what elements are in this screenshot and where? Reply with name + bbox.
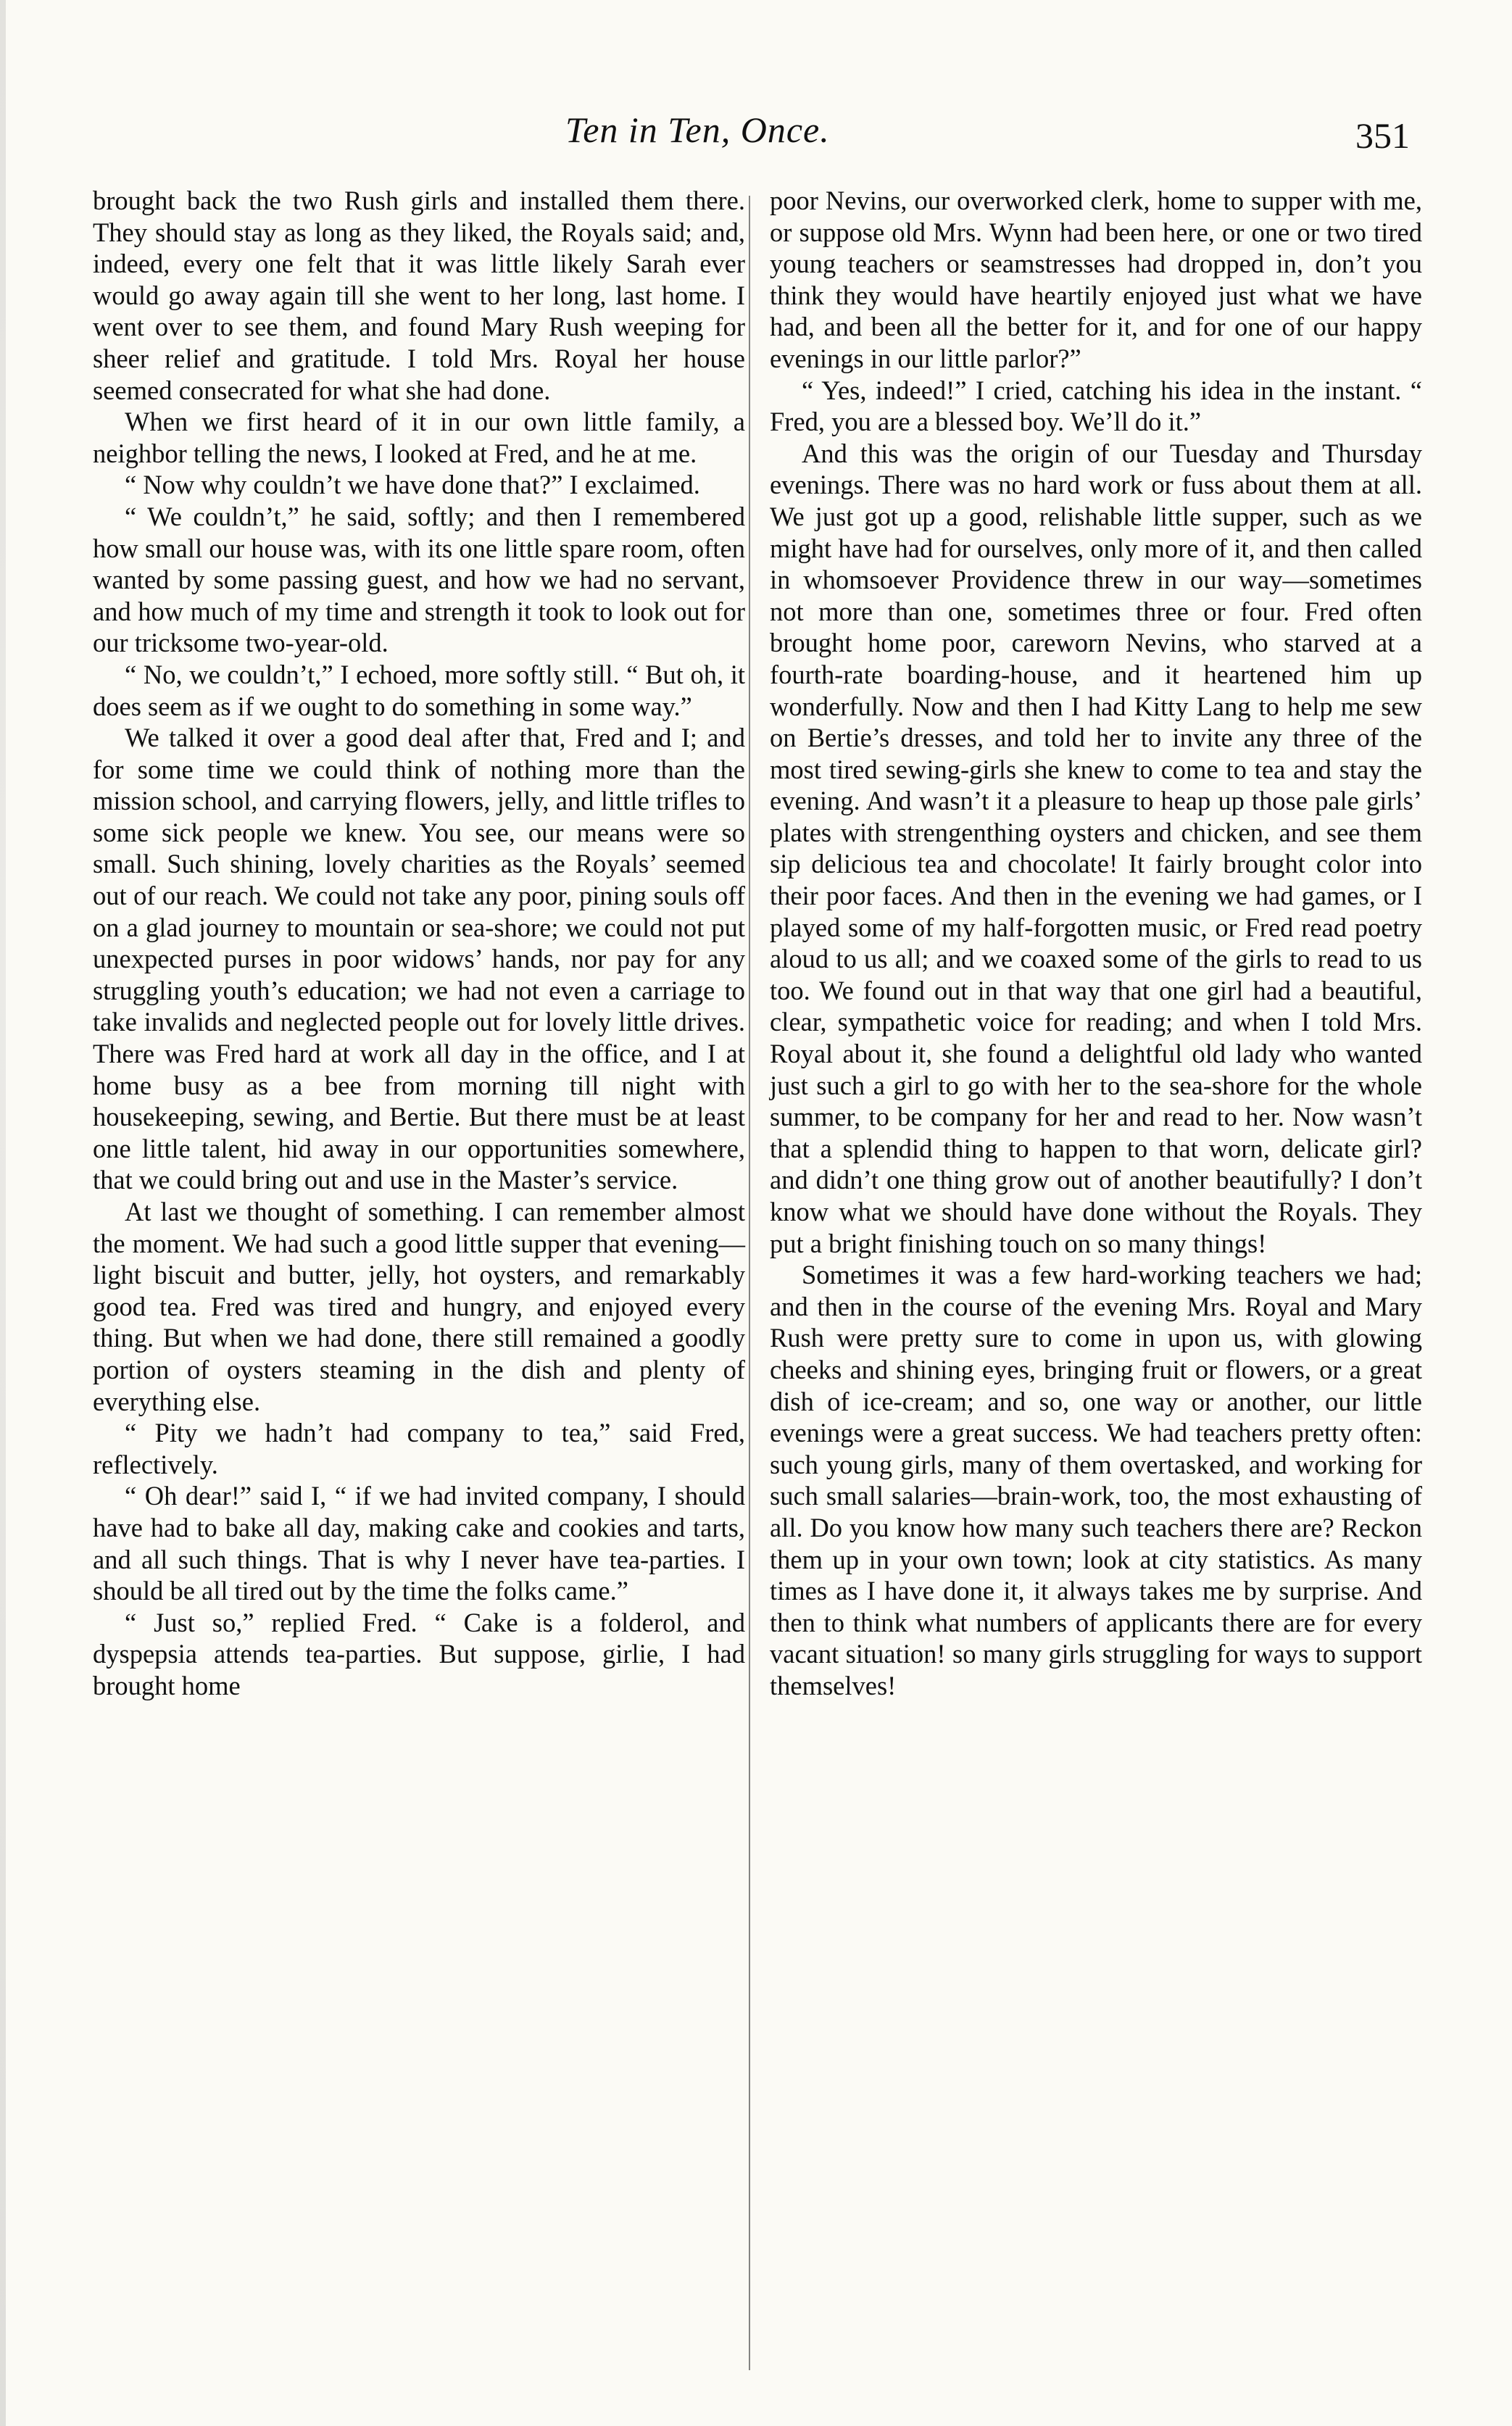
- right-column: [770, 185, 1422, 1702]
- paragraph: “ No, we couldn’t,” I echoed, more softly still. “ But oh, it does seem as if we ought to do something in some way.”: [93, 659, 745, 721]
- paragraph: “ Oh dear!” said I, “ if we had invited company, I should have had to bake all day, making cake and cookies and tarts, and all such things. That is why I never have tea-parties. I should be all tired out by the time the folks came.”: [93, 1481, 745, 1606]
- paragraph: brought back the two Rush girls and installed them there. They should stay as long as they liked, the Royals said; and, indeed, every one felt that it was little likely Sarah ever would go away again till she went to her long, last home. I went over to see them, and found Mary Rush weeping for sheer relief and gratitude. I told Mrs. Royal her house seemed consecrated for what she had done.: [93, 186, 745, 405]
- paragraph: At last we thought of something. I can remember almost the moment. We had such a good little supper that evening—light biscuit and butter, jelly, hot oysters, and remarkably good tea. Fred was tired and hungry, and enjoyed every thing. But when we had done, there still remained a goodly portion of oysters steaming in the dish and plenty of everything else.: [93, 1197, 745, 1416]
- page-number: 351: [1355, 115, 1410, 156]
- page-edge-shadow: [0, 0, 6, 2426]
- paragraph: When we first heard of it in our own little family, a neighbor telling the news, I looked at Fred, and he at me.: [93, 407, 745, 468]
- paragraph: poor Nevins, our overworked clerk, home to supper with me, or suppose old Mrs. Wynn had been here, or one or two tired young teachers or seamstresses had dropped in, don’t you think they would have heartily enjoyed just what we have had, and been all the better for it, and for one of our happy evenings in our little parlor?”: [770, 186, 1422, 373]
- paragraph: “ Just so,” replied Fred. “ Cake is a folderol, and dyspepsia attends tea-parties. But suppose, girlie, I had brought home: [93, 1607, 745, 1700]
- paragraph: “ Yes, indeed!” I cried, catching his idea in the instant. “ Fred, you are a blessed boy. We’ll do it.”: [770, 375, 1422, 437]
- left-column: [93, 185, 745, 1702]
- paragraph: “ Now why couldn’t we have done that?” I exclaimed.: [125, 470, 700, 500]
- column-divider: [749, 196, 750, 2370]
- paragraph: Sometimes it was a few hard-working teachers we had; and then in the course of the evening Mrs. Royal and Mary Rush were pretty sure to come in upon us, with glowing cheeks and shining eyes, bringing fruit or flowers, or a great dish of ice-cream; and so, one way or another, our little evenings were a great success. We had teachers pretty often: such young girls, many of them overtasked, and working for such small salaries—brain-work, too, the most exhausting of all. Do you know how many such teachers there are? Reckon them up in your own town; look at city statistics. As many times as I have done it, it always takes me by surprise. And then to think what numbers of applicants there are for every vacant situation! so many girls struggling for ways to support themselves!: [770, 1260, 1422, 1700]
- paragraph: “ Pity we hadn’t had company to tea,” said Fred, reflectively.: [93, 1418, 745, 1479]
- paragraph: “ We couldn’t,” he said, softly; and then I remembered how small our house was, with its one little spare room, often wanted by some passing guest, and how we had no servant, and how much of my time and strength it took to look out for our tricksome two-year-old.: [93, 501, 745, 658]
- paragraph: We talked it over a good deal after that, Fred and I; and for some time we could think of nothing more than the mission school, and carrying flowers, jelly, and little trifles to some sick people we knew. You see, our means were so small. Such shining, lovely charities as the Royals’ seemed out of our reach. We could not take any poor, pining souls off on a glad journey to mountain or sea-shore; we could not put unexpected purses in poor widows’ hands, nor pay for any struggling youth’s education; we had not even a carriage to take invalids and neglected people out for lovely little drives. There was Fred hard at work all day in the office, and I at home busy as a bee from morning till night with housekeeping, sewing, and Bertie. But there must be at least one little talent, hid away in our opportunities somewhere, that we could bring out and use in the Master’s service.: [93, 723, 745, 1195]
- running-title: Ten in Ten, Once.: [565, 109, 830, 150]
- paragraph: And this was the origin of our Tuesday and Thursday evenings. There was no hard work or fuss about them at all. We just got up a good, relishable little supper, such as we might have had for ourselves, only more of it, and then called in whomsoever Providence threw in our way—sometimes not more than one, sometimes three or four. Fred often brought home poor, careworn Nevins, who starved at a fourth-rate boarding-house, and it heartened him up wonderfully. Now and then I had Kitty Lang to help me sew on Bertie’s dresses, and told her to invite any three of the most tired sewing-girls she knew to come to tea and stay the evening. And wasn’t it a pleasure to heap up those pale girls’ plates with strengenthing oysters and chicken, and see them sip delicious tea and chocolate! It fairly brought color into their poor faces. And then in the evening we had games, or I played some of my half-forgotten music, or Fred read poetry aloud to us all; and we coaxed some of the girls to read to us too. We found out in that way that one girl had a beautiful, clear, sympathetic voice for reading; and when I told Mrs. Royal about it, she found a delightful old lady who wanted just such a girl to go with her to the sea-shore for the whole summer, to be company for her and read to her. Now wasn’t that a splendid thing to happen to that worn, delicate girl? and didn’t one thing grow out of another beautifully? I don’t know what we should have done without the Royals. They put a bright finishing touch on so many things!: [770, 438, 1422, 1258]
- page-header: [0, 109, 1512, 167]
